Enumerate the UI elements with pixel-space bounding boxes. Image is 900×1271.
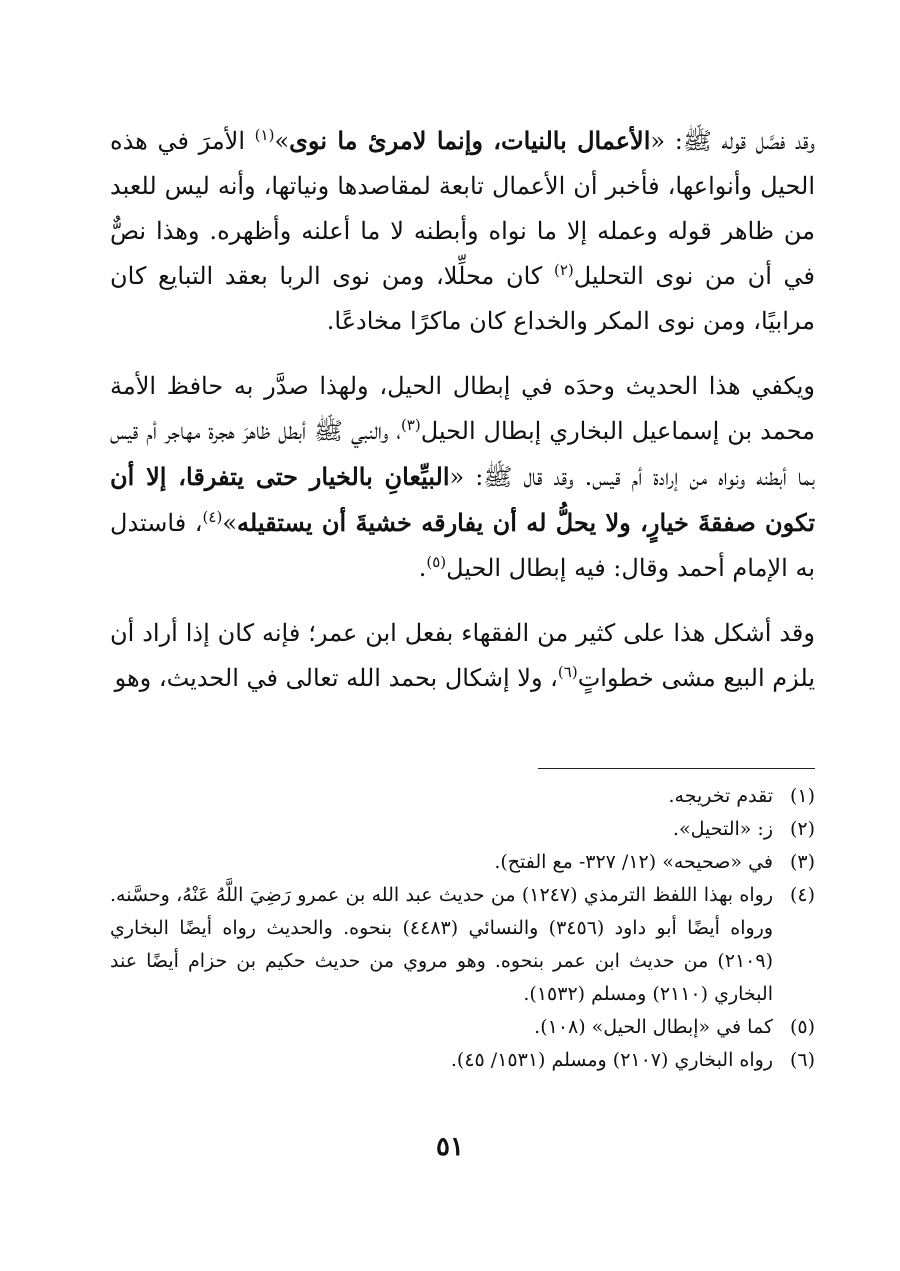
paragraph — [110, 118, 815, 344]
page-number: ٥١ — [436, 1132, 464, 1162]
footnote-separator — [538, 768, 815, 769]
footnote — [110, 846, 815, 879]
footnote-text: رواه بهذا اللفظ الترمذي (١٢٤٧) من حديث عبد الله بن عمرو رَضِيَ اللَّهُ عَنْهُ، وحسَّنه. ورواه أيضًا أبو داود (٣٤٥٦) والنسائي (٤٤٨٣) بنحوه. والحديث رواه أيضًا البخاري (٢١٠٩) من حديث ابن عمر بنحوه. وهو مروي من حديث حكيم بن حزام أيضًا عند البخاري (٢١١٠) ومسلم (١٥٣٢). — [110, 884, 774, 1005]
footnote-number: (٥) — [789, 1016, 815, 1038]
footnote — [110, 1044, 815, 1077]
footnote-text: كما في «إبطال الحيل» (١٠٨). — [534, 1016, 773, 1038]
footnote — [110, 1011, 815, 1044]
footnote-number: (١) — [789, 785, 815, 807]
footnote-number: (٤) — [789, 884, 815, 906]
footnote-text: تقدم تخريجه. — [668, 785, 773, 807]
text-run: كان محلِّلا، ومن نوى الربا بعقد التبايع كان مرابيًا، ومن نوى المكر والخداع كان ماكرًا مخادعًا. — [110, 262, 815, 335]
footnote — [110, 813, 815, 846]
footnote-ref: (٢) — [553, 261, 574, 279]
text-run: وقد أشكل هذا على كثير من الفقهاء بفعل ابن عمر؛ فإنه كان إذا أراد أن يلزم البيع مشى خطواتٍ — [110, 619, 815, 692]
footnote-ref: (٥) — [426, 553, 447, 571]
text-run: » — [222, 509, 238, 537]
footnotes — [110, 780, 815, 1077]
text-run: ، فاستدل به الإمام أحمد وقال: فيه إبطال الحيل — [110, 509, 815, 582]
text-run: ويكفي هذا الحديث وحدَه في إبطال الحيل، ولهذا صدَّر به حافظ الأمة محمد بن إسماعيل البخاري إبطال الحيل — [110, 372, 816, 445]
footnote-text: في «صحيحه» (١٢/ ٣٢٧- مع الفتح). — [494, 851, 773, 873]
text-run: الأمرَ في هذه الحيل وأنواعها، فأخبر أن الأعمال تابعة لمقاصدها ونياتها، وأنه ليس للعبد من ظاهر قوله وعمله إلا ما نواه وأبطنه لا ما أعلنه وأظهره. وهذا نصٌّ في أن من نوى التحليل — [110, 127, 815, 290]
footnote-ref: (٤) — [202, 508, 223, 526]
text-run: وقد فصَّل قوله ﷺ: « — [650, 127, 816, 155]
footnote-ref: (٣) — [400, 416, 421, 434]
text-run: . — [418, 554, 427, 582]
text-run: ، والنبي ﷺ أبطل ظاهرَ هجرة مهاجر أم قيس بما أبطنه ونواه من إرادة أم قيس. وقد قال ﷺ: « — [110, 417, 815, 491]
footnote — [110, 780, 815, 813]
hadith-quote: البيِّعانِ بالخيار حتى يتفرقا، إلا أن تكون صفقةَ خيارٍ، ولا يحلُّ له أن يفارقه خشيةَ أن يستقيله — [110, 462, 816, 537]
footnote-text: ز: «التحيل». — [672, 818, 773, 840]
footnote-text: رواه البخاري (٢١٠٧) ومسلم (١٥٣١/ ٤٥). — [450, 1049, 773, 1071]
main-text — [110, 118, 815, 721]
hadith-quote: الأعمال بالنيات، وإنما لامرئ ما نوى — [289, 126, 651, 155]
text-run: » — [274, 127, 290, 155]
footnote-number: (٣) — [789, 851, 815, 873]
footnote — [110, 879, 815, 1011]
text-run: ، ولا إشكال بحمد الله تعالى في الحديث، وهو — [114, 664, 558, 692]
footnote-number: (٦) — [789, 1049, 815, 1071]
footnote-number: (٢) — [789, 818, 815, 840]
footnote-ref: (٦) — [557, 663, 578, 681]
paragraph — [110, 364, 815, 591]
paragraph — [110, 611, 815, 701]
footnote-ref: (١) — [254, 126, 275, 144]
